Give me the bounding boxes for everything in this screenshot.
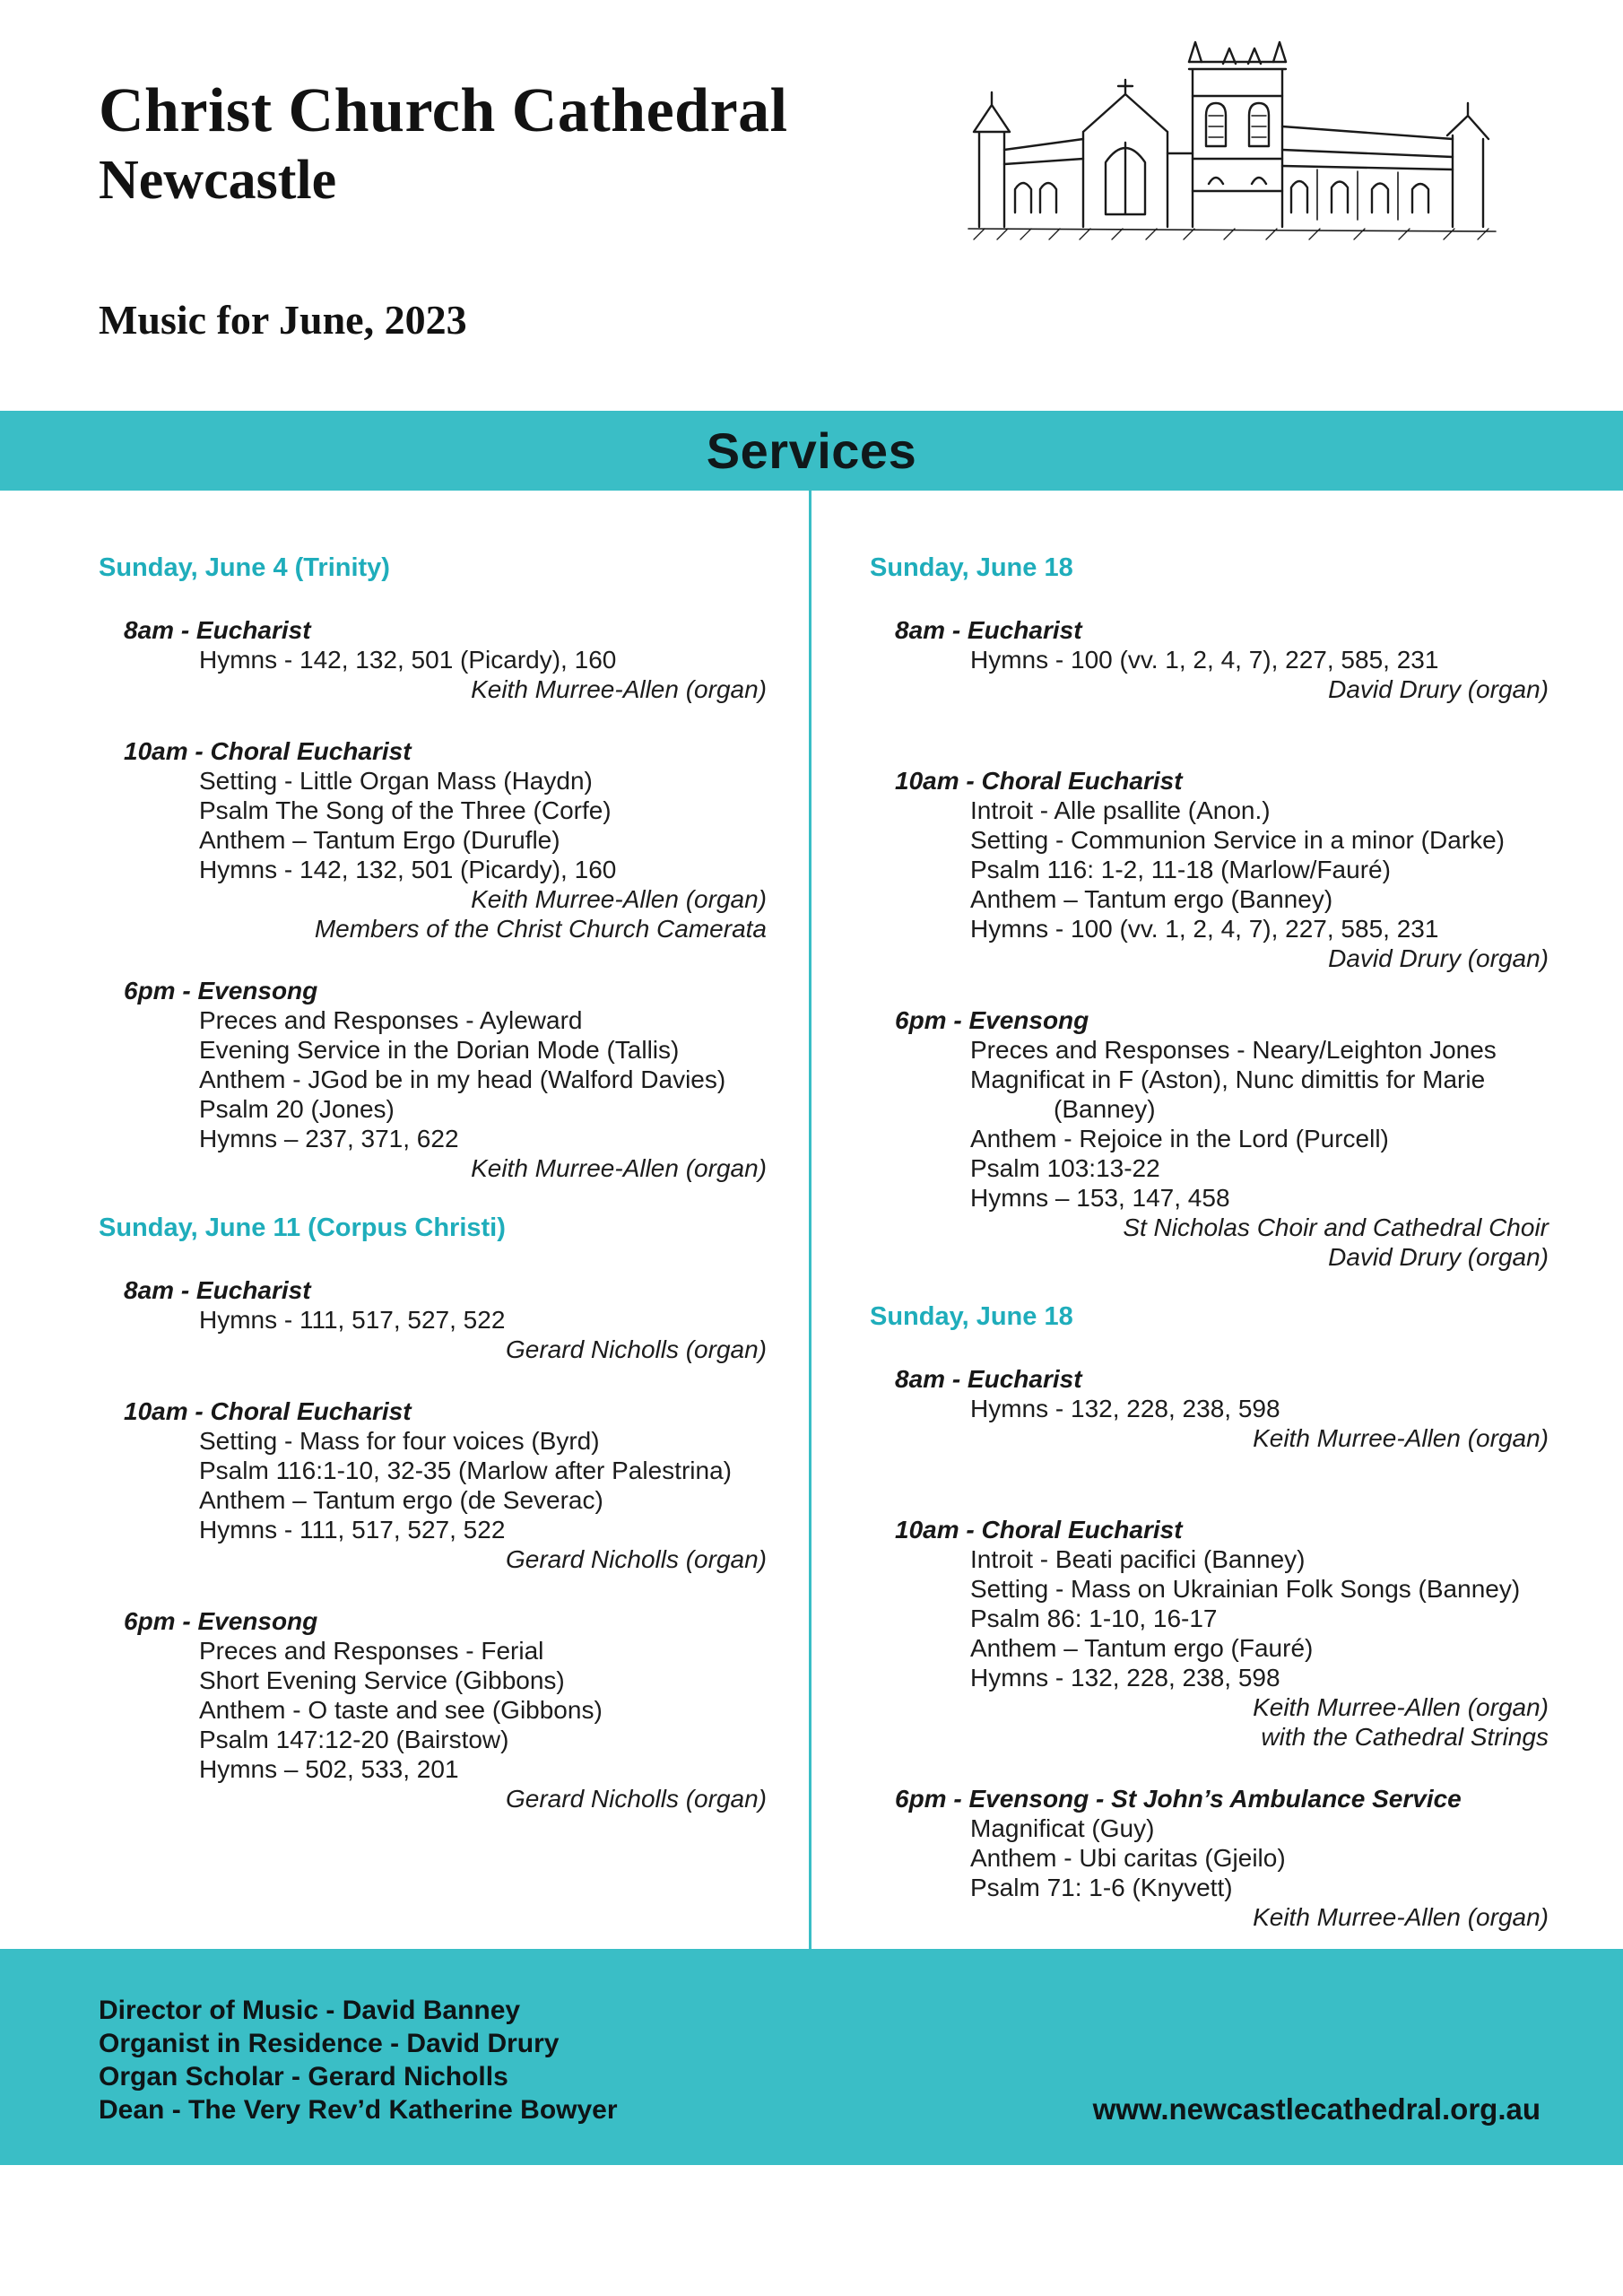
service-detail-line: Psalm 116:1-10, 32-35 (Marlow after Palestrina) xyxy=(199,1457,732,1484)
service-detail-line: Preces and Responses - Neary/Leighton Jones xyxy=(970,1036,1497,1064)
service-detail-line: Hymns - 100 (vv. 1, 2, 4, 7), 227, 585, 231 xyxy=(970,915,1439,943)
service-time-title: 8am - Eucharist xyxy=(124,1276,311,1304)
service-block xyxy=(870,766,1549,973)
service-detail-line: Hymns - 142, 132, 501 (Picardy), 160 xyxy=(199,646,617,674)
service-time-title: 10am - Choral Eucharist xyxy=(895,1516,1183,1544)
service-time-title: 8am - Eucharist xyxy=(895,616,1082,644)
performer-credit: St Nicholas Choir and Cathedral Choir xyxy=(1123,1213,1549,1241)
service-detail-line: Hymns - 142, 132, 501 (Picardy), 160 xyxy=(199,856,617,883)
service-detail-line: Introit - Alle psallite (Anon.) xyxy=(970,796,1271,824)
services-banner xyxy=(0,411,1623,491)
service-time-title: 8am - Eucharist xyxy=(124,616,311,644)
service-time-title: 10am - Choral Eucharist xyxy=(895,767,1183,795)
service-detail-line: Setting - Little Organ Mass (Haydn) xyxy=(199,767,593,795)
service-detail-line: Hymns – 502, 533, 201 xyxy=(199,1755,459,1783)
date-heading: Sunday, June 18 xyxy=(870,553,1073,582)
service-time-title: 6pm - Evensong xyxy=(895,1006,1089,1034)
service-detail-line: Psalm 71: 1-6 (Knyvett) xyxy=(970,1874,1233,1901)
service-detail-line: Setting - Communion Service in a minor (Darke) xyxy=(970,826,1505,854)
service-detail-line: Anthem – Tantum Ergo (Durufle) xyxy=(199,826,560,854)
service-detail-line: Anthem – Tantum ergo (Fauré) xyxy=(970,1634,1314,1662)
performer-credit: Gerard Nicholls (organ) xyxy=(506,1785,767,1813)
date-heading: Sunday, June 11 (Corpus Christi) xyxy=(99,1213,506,1242)
service-detail-line: Hymns - 132, 228, 238, 598 xyxy=(970,1395,1280,1422)
services-banner-label: Services xyxy=(706,422,917,479)
performer-credit: David Drury (organ) xyxy=(1328,944,1549,972)
performer-credit: Members of the Christ Church Camerata xyxy=(314,915,767,943)
service-block xyxy=(99,976,767,1183)
service-detail-line: Psalm 147:12-20 (Bairstow) xyxy=(199,1726,509,1753)
service-block xyxy=(870,1515,1549,1752)
performer-credit: Keith Murree-Allen (organ) xyxy=(471,885,767,913)
footer-band xyxy=(0,1949,1623,2165)
service-detail-line: Psalm 116: 1-2, 11-18 (Marlow/Fauré) xyxy=(970,856,1391,883)
service-block xyxy=(99,1275,767,1364)
performer-credit: Keith Murree-Allen (organ) xyxy=(1253,1903,1549,1931)
performer-credit: Gerard Nicholls (organ) xyxy=(506,1545,767,1573)
date-heading: Sunday, June 18 xyxy=(870,1302,1073,1331)
service-detail-line: Short Evening Service (Gibbons) xyxy=(199,1666,565,1694)
staff-organ-scholar: Organ Scholar - Gerard Nicholls xyxy=(99,2062,508,2092)
performer-credit: Keith Murree-Allen (organ) xyxy=(1253,1424,1549,1452)
staff-organist-in-residence: Organist in Residence - David Drury xyxy=(99,2029,560,2058)
website-url: www.newcastlecathedral.org.au xyxy=(1092,2092,1541,2126)
performer-credit: Gerard Nicholls (organ) xyxy=(506,1335,767,1363)
service-block xyxy=(870,1364,1549,1453)
performer-credit: Keith Murree-Allen (organ) xyxy=(471,675,767,703)
service-detail-line: Hymns - 111, 517, 527, 522 xyxy=(199,1306,506,1334)
performer-credit: Keith Murree-Allen (organ) xyxy=(1253,1693,1549,1721)
performer-credit: Keith Murree-Allen (organ) xyxy=(471,1154,767,1182)
service-detail-line: Psalm 86: 1-10, 16-17 xyxy=(970,1605,1218,1632)
service-detail-line: Anthem - Ubi caritas (Gjeilo) xyxy=(970,1844,1286,1872)
service-detail-line: (Banney) xyxy=(1054,1095,1156,1123)
service-detail-line: Hymns - 132, 228, 238, 598 xyxy=(970,1664,1280,1692)
services-column-right xyxy=(870,491,1549,1932)
service-detail-line: Anthem - Rejoice in the Lord (Purcell) xyxy=(970,1125,1389,1152)
performer-credit: with the Cathedral Strings xyxy=(1261,1723,1549,1751)
performer-credit: David Drury (organ) xyxy=(1328,675,1549,703)
service-time-title: 10am - Choral Eucharist xyxy=(124,1397,412,1425)
date-heading: Sunday, June 4 (Trinity) xyxy=(99,553,390,582)
day-block xyxy=(870,1302,1549,1932)
service-detail-line: Psalm The Song of the Three (Corfe) xyxy=(199,796,612,824)
day-block xyxy=(99,553,767,1183)
service-time-title: 10am - Choral Eucharist xyxy=(124,737,412,765)
service-block xyxy=(99,615,767,704)
service-detail-line: Hymns – 153, 147, 458 xyxy=(970,1184,1230,1212)
service-block xyxy=(870,615,1549,704)
day-block xyxy=(870,553,1549,1272)
service-detail-line: Anthem - O taste and see (Gibbons) xyxy=(199,1696,603,1724)
column-divider xyxy=(809,491,812,1949)
service-detail-line: Anthem – Tantum ergo (Banney) xyxy=(970,885,1333,913)
service-detail-line: Magnificat (Guy) xyxy=(970,1814,1155,1842)
cathedral-city: Newcastle xyxy=(99,150,337,211)
service-detail-line: Psalm 20 (Jones) xyxy=(199,1095,395,1123)
service-block xyxy=(870,1005,1549,1272)
service-detail-line: Hymns - 111, 517, 527, 522 xyxy=(199,1516,506,1544)
service-block xyxy=(99,1606,767,1813)
service-detail-line: Evening Service in the Dorian Mode (Tallis) xyxy=(199,1036,680,1064)
service-detail-line: Setting - Mass on Ukrainian Folk Songs (Banney) xyxy=(970,1575,1521,1603)
service-detail-line: Magnificat in F (Aston), Nunc dimittis for Marie xyxy=(970,1065,1486,1093)
services-column-left xyxy=(99,491,767,1813)
service-time-title: 6pm - Evensong xyxy=(124,977,318,1004)
service-block xyxy=(99,736,767,944)
service-detail-line: Hymns – 237, 371, 622 xyxy=(199,1125,459,1152)
service-time-title: 6pm - Evensong xyxy=(124,1607,318,1635)
service-block xyxy=(870,1784,1549,1932)
cathedral-title: Christ Church Cathedral xyxy=(99,76,788,145)
service-time-title: 8am - Eucharist xyxy=(895,1365,1082,1393)
performer-credit: David Drury (organ) xyxy=(1328,1243,1549,1271)
service-detail-line: Preces and Responses - Ferial xyxy=(199,1637,544,1665)
service-time-title: 6pm - Evensong - St John’s Ambulance Service xyxy=(895,1785,1462,1813)
page-subtitle: Music for June, 2023 xyxy=(99,297,467,343)
service-detail-line: Hymns - 100 (vv. 1, 2, 4, 7), 227, 585, 231 xyxy=(970,646,1439,674)
service-detail-line: Anthem - JGod be in my head (Walford Davies) xyxy=(199,1065,726,1093)
day-block xyxy=(99,1213,767,1813)
staff-director-of-music: Director of Music - David Banney xyxy=(99,1996,521,2025)
service-block xyxy=(99,1396,767,1574)
service-detail-line: Psalm 103:13-22 xyxy=(970,1154,1160,1182)
staff-dean: Dean - The Very Rev’d Katherine Bowyer xyxy=(99,2095,618,2125)
service-detail-line: Preces and Responses - Ayleward xyxy=(199,1006,583,1034)
staff-list xyxy=(99,1994,618,2126)
service-detail-line: Introit - Beati pacifici (Banney) xyxy=(970,1545,1306,1573)
service-detail-line: Setting - Mass for four voices (Byrd) xyxy=(199,1427,600,1455)
service-detail-line: Anthem – Tantum ergo (de Severac) xyxy=(199,1486,603,1514)
cathedral-illustration xyxy=(915,40,1524,260)
